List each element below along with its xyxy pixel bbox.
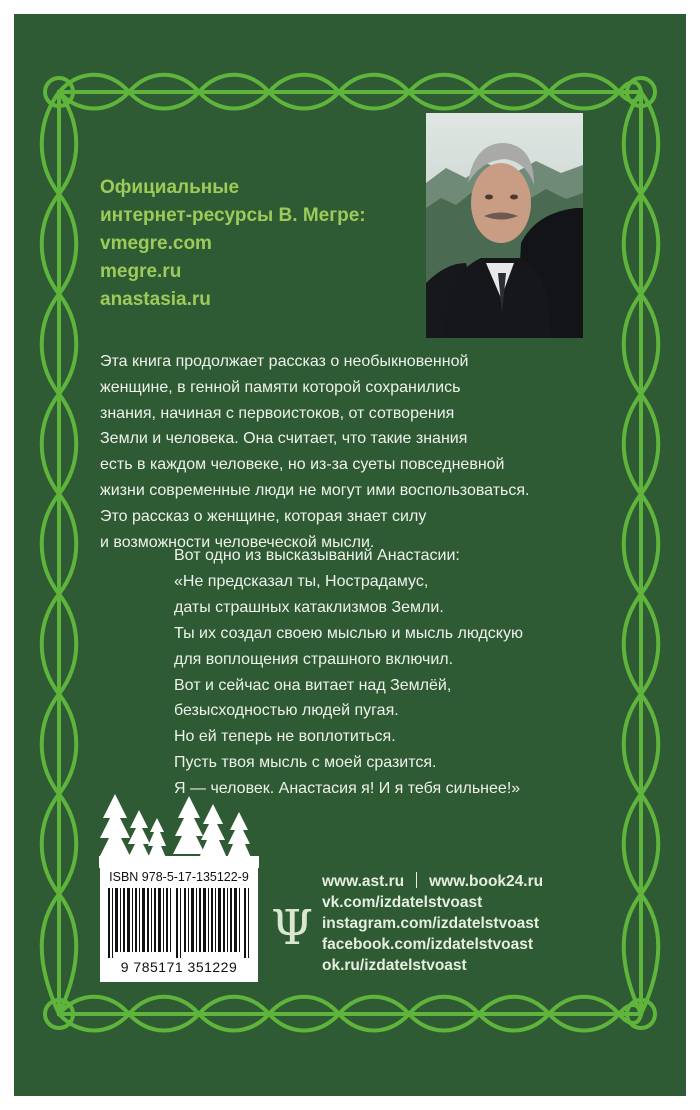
description-line: женщине, в генной памяти которой сохранились [100,378,461,396]
link-ok[interactable]: ok.ru/izdatelstvoast [322,957,467,974]
isbn-label: ISBN 978-5-17-135122-9 [109,870,249,884]
book-description [100,349,600,555]
description-line: Эта книга продолжает рассказ о необыкновенной [100,353,469,370]
description-line: и возможности человеческой мысли. [100,533,375,551]
quote-line: Вот и сейчас она витает над Землёй, [174,676,452,694]
description-line: есть в каждом человеке, но из-за суеты повседневной [100,456,505,474]
resources-heading-line2: интернет-ресурсы В. Мегре: [100,205,366,226]
book-back-cover [14,14,686,1096]
barcode-icon [106,888,252,958]
link-anastasia[interactable]: anastasia.ru [100,289,211,310]
author-portrait-image [426,113,583,338]
publisher-sites-row [322,871,602,892]
resources-heading-line1: Официальные [100,177,240,198]
anastasia-quote [174,543,604,802]
fir-trees-icon [99,788,259,868]
quote-line: «Не предсказал ты, Нострадамус, [174,572,429,590]
isbn-barcode-block [100,864,258,982]
link-facebook[interactable]: facebook.com/izdatelstvoast [322,936,534,953]
description-line: знания, начиная с первоистоков, от сотворения [100,404,455,422]
quote-line: Но ей теперь не воплотиться. [174,728,396,746]
barcode-number: 9 785171 351229 [120,959,238,975]
quote-line: для воплощения страшного включил. [174,650,454,668]
separator [416,872,417,888]
quote-line: Я — человек. Анастасия я! И я тебя сильнее!» [174,780,521,798]
link-ast[interactable]: www.ast.ru [322,873,405,890]
quote-line: Ты их создал своею мыслью и мысль людскую [174,624,523,642]
publisher-links [322,871,602,976]
description-line: Земли и человека. Она считает, что такие знания [100,430,468,448]
psi-logo-icon: Ψ [270,900,314,956]
quote-line: безысходностью людей пугая. [174,702,399,720]
quote-line: даты страшных катаклизмов Земли. [174,598,444,616]
link-book24[interactable]: www.book24.ru [429,873,544,890]
link-instagram[interactable]: instagram.com/izdatelstvoast [322,915,540,932]
link-vmegre[interactable]: vmegre.com [100,233,212,254]
quote-line: Вот одно из высказываний Анастасии: [174,547,460,564]
description-line: Это рассказ о женщине, которая знает силу [100,507,427,525]
author-resources [100,174,400,314]
link-megre[interactable]: megre.ru [100,261,182,282]
link-vk[interactable]: vk.com/izdatelstvoast [322,894,483,911]
author-photo [426,113,583,338]
description-line: жизни современные люди не могут ими воспользоваться. [100,481,530,499]
quote-line: Пусть твоя мысль с моей сразится. [174,754,437,772]
